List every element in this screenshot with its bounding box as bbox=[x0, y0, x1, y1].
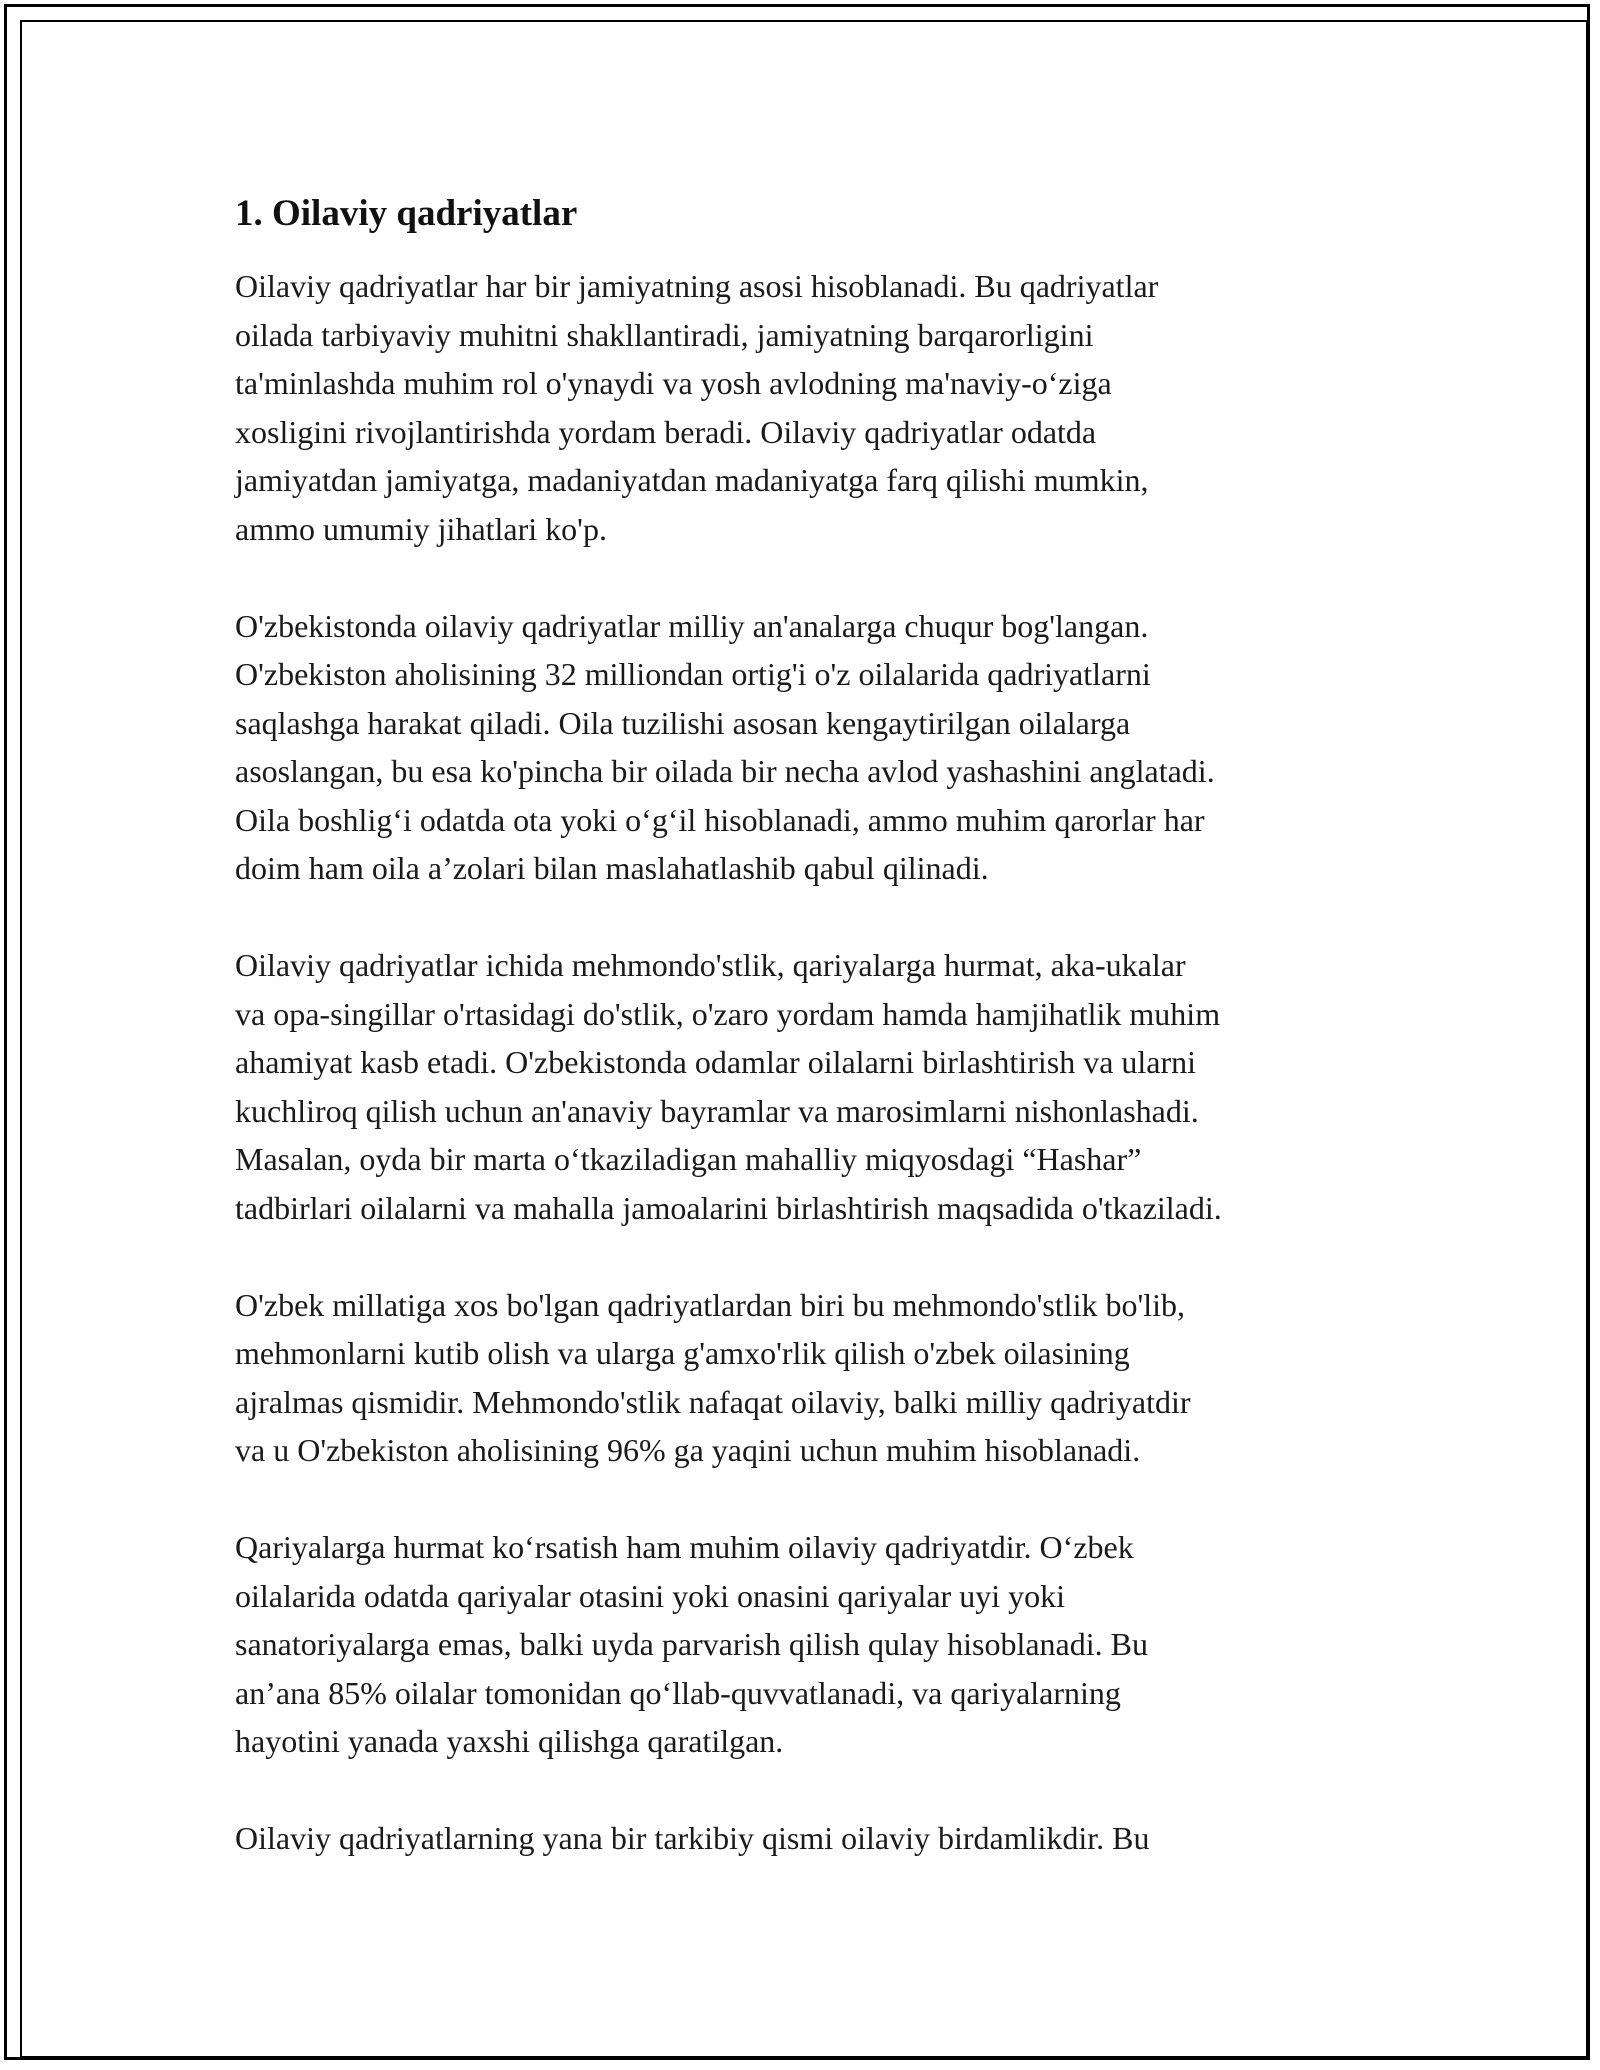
text-line: Qariyalarga hurmat ko‘rsatish ham muhim oilaviy qadriyatdir. O‘zbek bbox=[235, 1529, 1134, 1565]
text-line: ammo umumiy jihatlari ko'p. bbox=[235, 510, 607, 547]
text-line: ahamiyat kasb etadi. O'zbekistonda odamlar oilalarni birlashtirish va ularni bbox=[235, 1044, 1197, 1080]
text-line: saqlashga harakat qiladi. Oila tuzilishi asosan kengaytirilgan oilalarga bbox=[235, 704, 1131, 741]
text-line: oilalarida odatda qariyalar otasini yoki onasini qariyalar uyi yoki bbox=[235, 1577, 1065, 1614]
text-line: Oilaviy qadriyatlar har bir jamiyatning asosi hisoblanadi. Bu qadriyatlar bbox=[235, 268, 1159, 304]
text-line: ajralmas qismidir. Mehmondo'stlik nafaqat oilaviy, balki milliy qadriyatdir bbox=[235, 1383, 1191, 1420]
text-line: ta'minlashda muhim rol o'ynaydi va yosh avlodning ma'naviy-o‘ziga bbox=[235, 365, 1112, 401]
text-line: O'zbekistonda oilaviy qadriyatlar milliy an'analarga chuqur bog'langan. bbox=[235, 607, 1149, 644]
paragraph-5 bbox=[235, 1523, 1385, 1766]
paragraph-3 bbox=[235, 941, 1385, 1232]
text-line: jamiyatdan jamiyatga, madaniyatdan madaniyatga farq qilishi mumkin, bbox=[235, 462, 1149, 498]
text-line: doim ham oila a’zolari bilan maslahatlashib qabul qilinadi. bbox=[235, 850, 989, 886]
text-line: mehmonlarni kutib olish va ularga g'amxo'rlik qilish o'zbek oilasining bbox=[235, 1335, 1130, 1371]
text-line: hayotini yanada yaxshi qilishga qaratilgan. bbox=[235, 1723, 784, 1759]
text-line: oilada tarbiyaviy muhitni shakllantiradi, jamiyatning barqarorligini bbox=[235, 316, 1094, 353]
text-line: asoslangan, bu esa ko'pincha bir oilada bir necha avlod yashashini anglatadi. bbox=[235, 753, 1215, 789]
text-line: kuchliroq qilish uchun an'anaviy bayramlar va marosimlarni nishonlashadi. bbox=[235, 1092, 1199, 1129]
text-line: tadbirlari oilalarni va mahalla jamoalarini birlashtirish maqsadida o'tkaziladi. bbox=[235, 1189, 1222, 1226]
text-line: va opa-singillar o'rtasidagi do'stlik, o'zaro yordam hamda hamjihatlik muhim bbox=[235, 995, 1221, 1032]
section-heading: 1. Oilaviy qadriyatlar bbox=[235, 193, 578, 234]
text-line: Masalan, oyda bir marta o‘tkaziladigan mahalliy miqyosdagi “Hashar” bbox=[235, 1141, 1142, 1177]
text-line: Oilaviy qadriyatlarning yana bir tarkibiy qismi oilaviy birdamlikdir. Bu bbox=[235, 1820, 1150, 1856]
text-line: va u O'zbekiston aholisining 96% ga yaqini uchun muhim hisoblanadi. bbox=[235, 1432, 1141, 1468]
document-body bbox=[235, 186, 1385, 1911]
paragraph-1 bbox=[235, 262, 1385, 553]
text-line: sanatoriyalarga emas, balki uyda parvarish qilish qulay hisoblanadi. Bu bbox=[235, 1626, 1148, 1662]
text-line: xosligini rivojlantirishda yordam beradi. Oilaviy qadriyatlar odatda bbox=[235, 413, 1097, 450]
paragraph-6 bbox=[235, 1814, 1385, 1863]
text-line: O'zbek millatiga xos bo'lgan qadriyatlardan biri bu mehmondo'stlik bo'lib, bbox=[235, 1286, 1185, 1323]
text-line: O'zbekiston aholisining 32 milliondan ortig'i o'z oilalarida qadriyatlarni bbox=[235, 656, 1151, 692]
text-line: Oila boshlig‘i odatda ota yoki o‘g‘il hisoblanadi, ammo muhim qarorlar har bbox=[235, 801, 1205, 838]
paragraph-4 bbox=[235, 1281, 1385, 1475]
paragraph-2 bbox=[235, 602, 1385, 893]
text-line: Oilaviy qadriyatlar ichida mehmondo'stlik, qariyalarga hurmat, aka-ukalar bbox=[235, 947, 1186, 983]
text-line: an’ana 85% oilalar tomonidan qo‘llab-quvvatlanadi, va qariyalarning bbox=[235, 1674, 1121, 1711]
